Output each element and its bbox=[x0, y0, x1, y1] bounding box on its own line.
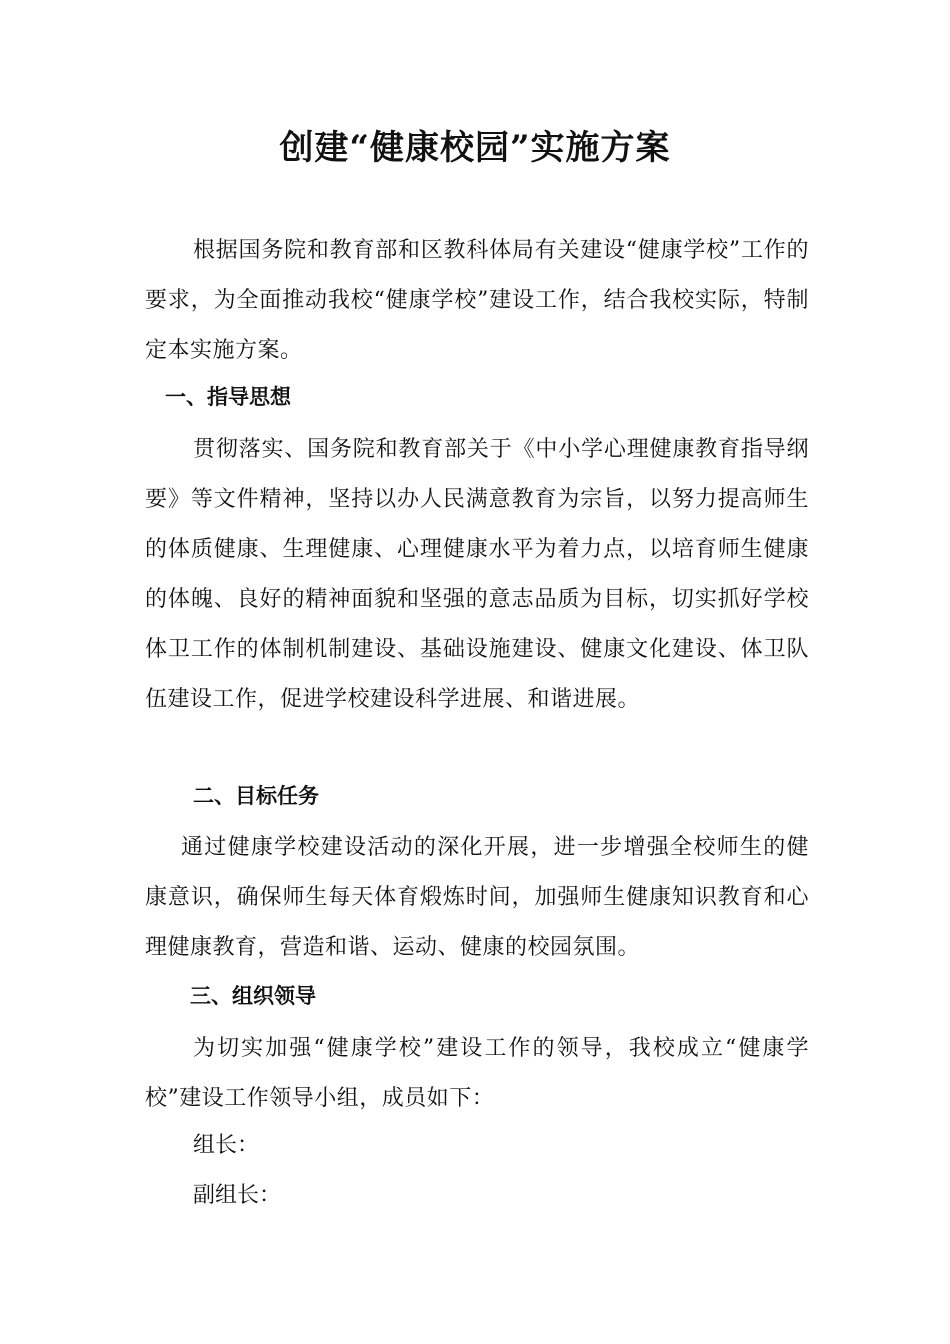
deputy-leader-label: 副组长： bbox=[193, 1183, 282, 1208]
section-body-goals: 通过健康学校建设活动的深化开展，进一步增强全校师生的健康意识，确保师生每天体育煅炼时间，加强师生健康知识教育和心理健康教育，营造和谐、运动、健康的校园氛围。 bbox=[145, 835, 809, 960]
section-heading-guiding-ideology: 一、指导思想 bbox=[165, 385, 291, 409]
intro-paragraph: 根据国务院和教育部和区教科体局有关建设“健康学校”工作的要求，为全面推动我校“健康学校”建设工作，结合我校实际，特制定本实施方案。 bbox=[145, 238, 809, 363]
section-heading-organization: 三、组织领导 bbox=[190, 984, 316, 1008]
document-title: 创建“健康校园”实施方案 bbox=[279, 128, 671, 168]
leader-label: 组长： bbox=[193, 1133, 260, 1158]
section-body-guiding-ideology: 贯彻落实、国务院和教育部关于《中小学心理健康教育指导纲要》等文件精神，坚持以办人民满意教育为宗旨，以努力提高师生的体质健康、生理健康、心理健康水平为着力点，以培育师生健康的体魄、良好的精神面貌和坚强的意志品质为目标，切实抓好学校体卫工作的体制机制建设、基础设施建设、健康文化建设、体卫队伍建设工作，促进学校建设科学进展、和谐进展。 bbox=[145, 437, 809, 712]
section-body-organization: 为切实加强“健康学校”建设工作的领导，我校成立“健康学校”建设工作领导小组，成员如下： bbox=[145, 1036, 809, 1111]
section-heading-goals: 二、目标任务 bbox=[193, 784, 319, 808]
